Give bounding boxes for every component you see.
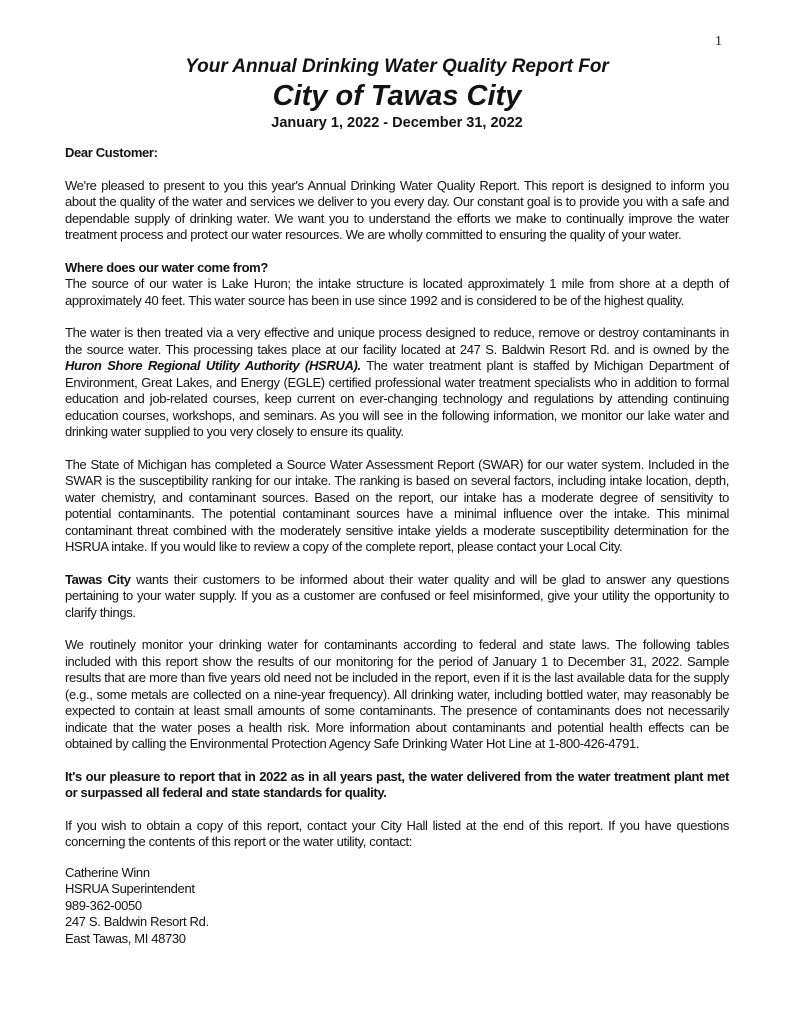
contact-address-line2: East Tawas, MI 48730 xyxy=(65,930,186,946)
treatment-paragraph xyxy=(65,325,729,441)
letter-body xyxy=(65,145,729,947)
city-name-bold: Tawas City xyxy=(65,571,131,587)
customers-paragraph xyxy=(65,572,729,622)
contact-name: Catherine Winn xyxy=(65,864,150,880)
water-source-section xyxy=(65,260,729,310)
treatment-text-before: The water is then treated via a very effective and unique process designed to reduce, remove or destroy contaminants in the source water. This processing takes place at our facility located at 247 S. Baldwin Resort Rd. and is owned by the xyxy=(65,325,729,357)
contact-block xyxy=(65,865,729,948)
intro-paragraph: We're pleased to present to you this year's Annual Drinking Water Quality Report. This report is designed to inform you about the quality of the water and services we deliver to you every day. Our constant goal is to provide you with a safe and dependable supply of drinking water. We want you to understand the efforts we make to continually improve the water treatment process and protect our water resources. We are wholly committed to ensuring the quality of your water. xyxy=(65,177,729,243)
report-city-name: City of Tawas City xyxy=(272,79,522,112)
page-number: 1 xyxy=(715,34,722,49)
monitoring-paragraph: We routinely monitor your drinking water for contaminants according to federal and state laws. The following tables included with this report show the results of our monitoring for the period of January 1 to December 31, 2022. Sample results that are more than five years old need not be included in the report, even if it is the last available data for the supply (e.g., some metals are collected on a nine-year frequency). All drinking water, including bottled water, may reasonably be expected to contain at least small amounts of some contaminants. The presence of contaminants does not necessarily indicate that the water poses a health risk. More information about contaminants and potential health effects can be obtained by calling the Environmental Protection Agency Safe Drinking Water Hot Line at 1-800-426-4791. xyxy=(65,637,729,752)
salutation: Dear Customer: xyxy=(65,145,158,161)
customers-text: wants their customers to be informed about their water quality and will be glad to answer any questions pertaining to your water supply. If you as a customer are confused or feel misinformed, give your utility the opportunity to clarify things. xyxy=(65,571,730,620)
report-title: Your Annual Drinking Water Quality Report For xyxy=(185,56,609,77)
quality-statement-paragraph: It's our pleasure to report that in 2022 as in all years past, the water delivered from the water treatment plant met or surpassed all federal and state standards for quality. xyxy=(65,768,729,801)
treatment-text-after: The water treatment plant is staffed by Michigan Department of Environment, Great Lakes, and Energy (EGLE) certified professional water treatment specialists who in addition to formal education and job-related courses, keep current on ever-changing technology and regulations by attending continuing education courses, workshops, and seminars. As you will see in the following information, we monitor our lake water and drinking water supplied to you very closely to ensure its quality. xyxy=(65,358,729,440)
water-source-body: The source of our water is Lake Huron; the intake structure is located approximately 1 mile from shore at a depth of approximately 40 feet. This water source has been in use since 1992 and is considered to be of the highest quality. xyxy=(65,276,729,308)
contact-phone: 989-362-0050 xyxy=(65,897,142,913)
report-date-range: January 1, 2022 - December 31, 2022 xyxy=(271,114,523,131)
swar-paragraph: The State of Michigan has completed a Source Water Assessment Report (SWAR) for our water system. Included in the SWAR is the susceptibility ranking for our intake. The ranking is based on several factors, including intake location, depth, water chemistry, and contaminant sources. Based on the report, our intake has a moderate degree of sensitivity to potential contaminants. The potential contaminant sources have a minimal influence over the intake. This minimal contaminant threat combined with the moderately sensitive intake yields a moderate susceptibility determination for the HSRUA intake. If you would like to review a copy of the complete report, please contact your Local City. xyxy=(65,456,729,555)
utility-authority-name: Huron Shore Regional Utility Authority (HSRUA). xyxy=(65,358,361,374)
copy-request-paragraph: If you wish to obtain a copy of this report, contact your City Hall listed at the end of this report. If you have questions concerning the contents of this report or the water utility, contact: xyxy=(65,817,729,850)
water-source-heading: Where does our water come from? xyxy=(65,259,268,275)
contact-title: HSRUA Superintendent xyxy=(65,881,195,897)
contact-address-line1: 247 S. Baldwin Resort Rd. xyxy=(65,914,209,930)
